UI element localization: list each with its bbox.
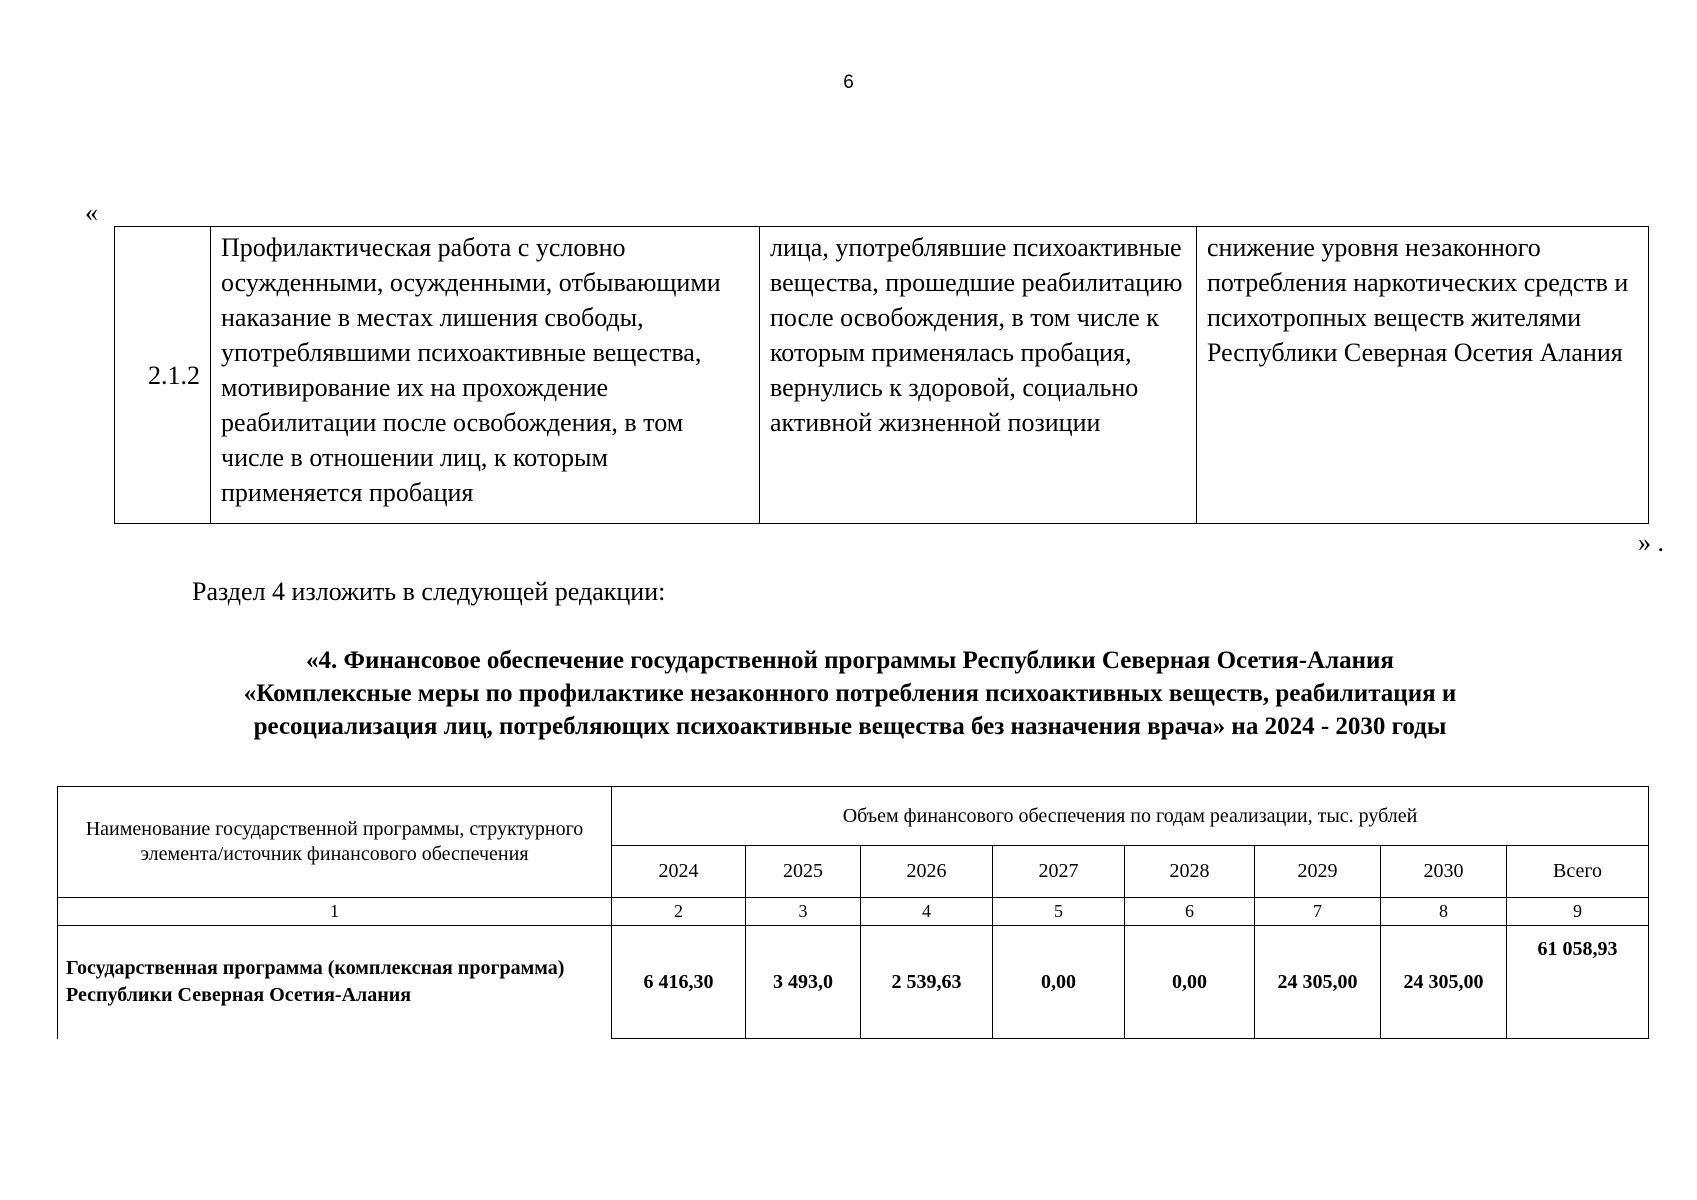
section-title xyxy=(100,644,1600,743)
amount-cell: 2 539,63 xyxy=(861,926,993,1039)
measure-description: Профилактическая работа с условно осужденными, осужденными, отбывающими наказание в местах лишения свободы, употреблявшими психоактивные вещества, мотивирование их на прохождение реабилитации после освобождения, в том числе в отношении лиц, к которым применяется пробация xyxy=(211,227,760,524)
column-index: 7 xyxy=(1255,898,1381,926)
amount-cell: 24 305,00 xyxy=(1381,926,1507,1039)
year-header: 2029 xyxy=(1255,846,1381,898)
amount-cell: 0,00 xyxy=(993,926,1125,1039)
amount-cell: 6 416,30 xyxy=(612,926,746,1039)
amount-cell: 3 493,0 xyxy=(746,926,861,1039)
column-index: 2 xyxy=(612,898,746,926)
column-index: 9 xyxy=(1507,898,1649,926)
table-row xyxy=(115,227,1649,524)
section-title-line: «Комплексные меры по профилактике незаконного потребления психоактивных веществ, реабилитация и xyxy=(243,680,1457,707)
column-index: 1 xyxy=(58,898,612,926)
measure-number: 2.1.2 xyxy=(115,227,211,524)
measure-target-group: лица, употреблявшие психоактивные вещества, прошедшие реабилитацию после освобождения, в том числе к которым применялась пробация, вернулись к здоровой, социально активной жизненной позиции xyxy=(760,227,1197,524)
amount-cell: 24 305,00 xyxy=(1255,926,1381,1039)
column-index: 8 xyxy=(1381,898,1507,926)
instruction-text: Раздел 4 изложить в следующей редакции: xyxy=(192,577,666,606)
column-index: 4 xyxy=(861,898,993,926)
volume-column-header: Объем финансового обеспечения по годам реализации, тыс. рублей xyxy=(612,787,1649,846)
total-amount-cell: 61 058,93 xyxy=(1507,926,1649,1039)
year-header: 2030 xyxy=(1381,846,1507,898)
column-index: 3 xyxy=(746,898,861,926)
section-title-line: ресоциализация лиц, потребляющих психоактивные вещества без назначения врача» на 2024 - 2030 годы xyxy=(253,713,1447,740)
program-name: Государственная программа (комплексная программа) Республики Северная Осетия-Алания xyxy=(58,926,612,1039)
year-header: 2027 xyxy=(993,846,1125,898)
table-row xyxy=(58,926,1649,1039)
year-header: 2025 xyxy=(746,846,861,898)
opening-quote: « xyxy=(85,198,98,227)
measure-result: снижение уровня незаконного потребления наркотических средств и психотропных веществ жителями Республики Северная Осетия Алания xyxy=(1197,227,1649,524)
table-header-row xyxy=(58,787,1649,846)
amount-cell: 0,00 xyxy=(1125,926,1255,1039)
section-title-line: «4. Финансовое обеспечение государственной программы Республики Северная Осетия-Алания xyxy=(306,647,1394,674)
column-index: 5 xyxy=(993,898,1125,926)
year-header: 2028 xyxy=(1125,846,1255,898)
page-number: 6 xyxy=(843,72,854,93)
year-header: 2024 xyxy=(612,846,746,898)
column-index: 6 xyxy=(1125,898,1255,926)
finance-table xyxy=(57,786,1649,1039)
year-header: 2026 xyxy=(861,846,993,898)
column-index-row xyxy=(58,898,1649,926)
closing-quote: » . xyxy=(1638,528,1664,557)
measure-table xyxy=(114,226,1649,524)
name-column-header: Наименование государственной программы, структурного элемента/источник финансового обеспечения xyxy=(58,787,612,898)
total-header: Всего xyxy=(1507,846,1649,898)
